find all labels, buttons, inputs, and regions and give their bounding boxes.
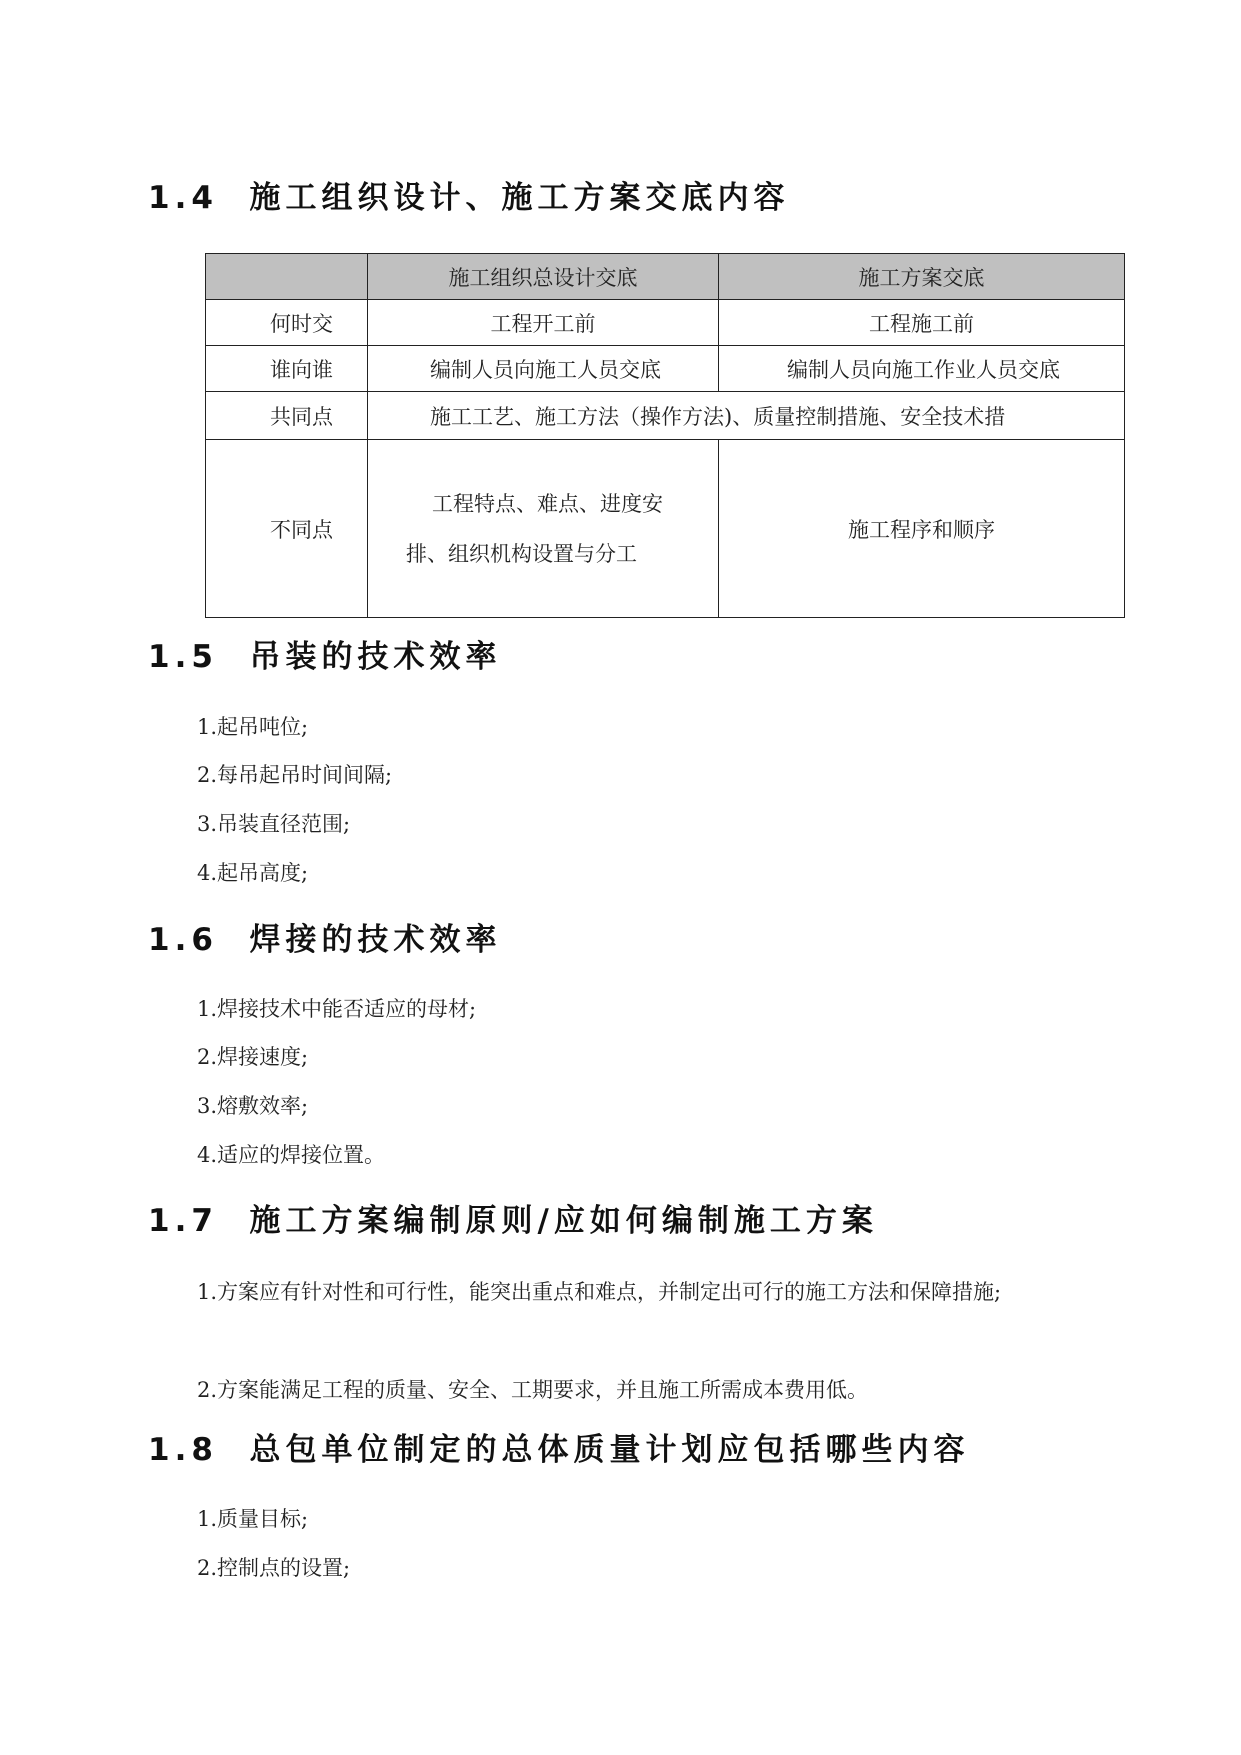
table-cell: 工程开工前 xyxy=(368,300,719,346)
list-item: 2.每吊起吊时间间隔; xyxy=(197,763,393,787)
table-cell: 编制人员向施工作业人员交底 xyxy=(719,346,1125,392)
list-item: 2.焊接速度; xyxy=(197,1045,309,1069)
row-label: 何时交 xyxy=(206,300,368,346)
row-label: 共同点 xyxy=(206,392,368,440)
table-cell: 编制人员向施工人员交底 xyxy=(368,346,719,392)
table-header-row xyxy=(206,254,1125,300)
table-row xyxy=(206,300,1125,346)
section-heading-1-6: 1.6 焊接的技术效率 xyxy=(148,922,502,958)
table-merged-cell: 施工工艺、施工方法（操作方法)、质量控制措施、安全技术措 xyxy=(368,392,1125,440)
section-heading-1-8: 1.8 总包单位制定的总体质量计划应包括哪些内容 xyxy=(148,1432,970,1468)
paragraph-item: 1.方案应有针对性和可行性，能突出重点和难点，并制定出可行的施工方法和保障措施; xyxy=(197,1280,1002,1304)
list-item: 1.焊接技术中能否适应的母材; xyxy=(197,997,477,1021)
table-row xyxy=(206,440,1125,618)
table-cell: 施工程序和顺序 xyxy=(719,440,1125,618)
list-item: 3.熔敷效率; xyxy=(197,1094,309,1118)
table-header-cell: 施工组织总设计交底 xyxy=(368,254,719,300)
table-cell: 工程施工前 xyxy=(719,300,1125,346)
section-heading-1-5: 1.5 吊装的技术效率 xyxy=(148,639,502,675)
table-cell: 工程特点、难点、进度安排、组织机构设置与分工 xyxy=(368,440,719,618)
table-header-cell xyxy=(206,254,368,300)
list-item: 3.吊装直径范围; xyxy=(197,812,351,836)
section-heading-1-7: 1.7 施工方案编制原则/应如何编制施工方案 xyxy=(148,1203,878,1239)
list-item: 2.控制点的设置; xyxy=(197,1556,351,1580)
table-header-cell: 施工方案交底 xyxy=(719,254,1125,300)
row-label: 谁向谁 xyxy=(206,346,368,392)
table-row xyxy=(206,346,1125,392)
list-item: 4.适应的焊接位置。 xyxy=(197,1143,386,1167)
table-row xyxy=(206,392,1125,440)
list-item: 1.起吊吨位; xyxy=(197,715,309,739)
row-label: 不同点 xyxy=(206,440,368,618)
list-item: 1.质量目标; xyxy=(197,1507,309,1531)
section-heading-1-4: 1.4 施工组织设计、施工方案交底内容 xyxy=(148,180,790,216)
disclosure-comparison-table xyxy=(205,253,1125,618)
paragraph-item: 2.方案能满足工程的质量、安全、工期要求，并且施工所需成本费用低。 xyxy=(197,1378,869,1402)
list-item: 4.起吊高度; xyxy=(197,861,309,885)
